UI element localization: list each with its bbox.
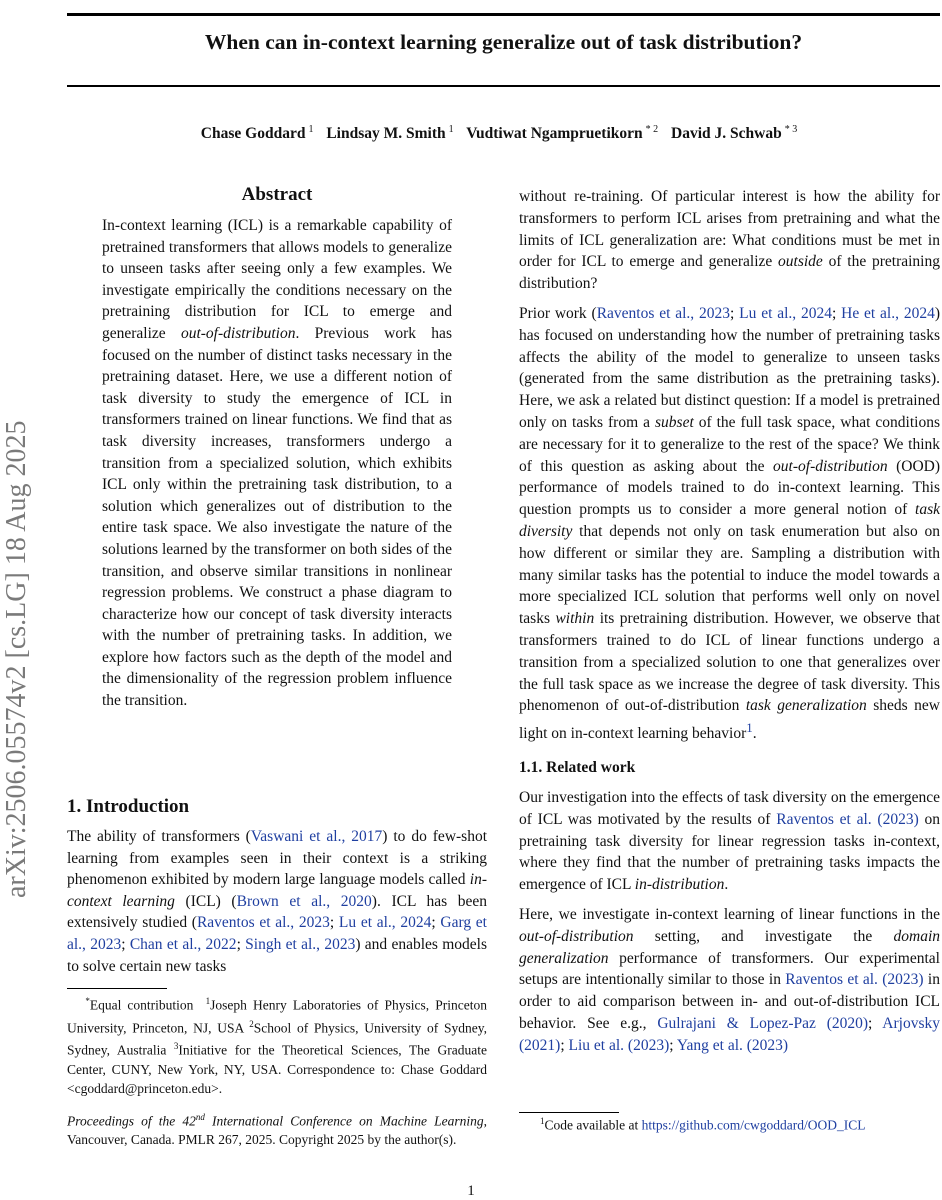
footnote-mark: 1 bbox=[540, 1116, 545, 1126]
paragraph bbox=[519, 904, 940, 1057]
citation-link[interactable]: Raventos et al. (2023) bbox=[785, 971, 924, 989]
text-run: without re-training. Of particular interest is how the ability for transformers to perform ICL arises from pretraining and what the limits of ICL generalization are: What conditions must be met in order for ICL to emerge and generalize bbox=[519, 188, 940, 271]
text-run: Prior work ( bbox=[519, 304, 597, 322]
right-column bbox=[519, 186, 940, 1065]
paragraph bbox=[519, 303, 940, 745]
footnote-rule-left bbox=[67, 988, 167, 989]
citation-link[interactable]: Brown et al., 2020 bbox=[236, 892, 372, 910]
text-run: ; bbox=[730, 304, 740, 322]
code-footnote bbox=[540, 1116, 865, 1134]
footnote-mark: 3 bbox=[173, 1041, 179, 1051]
author-name: Chase Goddard bbox=[200, 125, 306, 143]
citation-link[interactable]: Raventos et al., 2023 bbox=[596, 304, 730, 322]
author-list bbox=[67, 124, 940, 143]
citation-link[interactable]: Raventos et al., 2023 bbox=[196, 914, 330, 932]
citation-link[interactable]: Chan et al., 2022 bbox=[129, 935, 237, 953]
footnote-mark: * bbox=[85, 996, 90, 1006]
emphasis: in-context learning bbox=[67, 871, 487, 910]
abstract-text-part: In-context learning (ICL) is a remarkable capability of pretrained transformers that allows models to generalize to unseen tasks after seeing only a few examples. We investigate empirically the conditions necessary on the pretraining distribution for ICL to emerge and generalize bbox=[102, 217, 452, 342]
text-run: Here, we investigate in-context learning of linear functions in the bbox=[519, 906, 940, 924]
text-run: , Vancouver, Canada. PMLR 267, 2025. Copyright 2025 by the author(s). bbox=[67, 1113, 487, 1147]
author-affiliation: * 2 bbox=[645, 124, 659, 135]
emphasis: task diversity bbox=[519, 501, 940, 540]
arxiv-identifier: arXiv:2506.05574v2 [cs.LG] 18 Aug 2025 bbox=[1, 420, 32, 898]
title-rule-bottom bbox=[67, 85, 940, 87]
text-run: of the full task space, what conditions are necessary for it to generalize to the rest of the space? We think of this question as asking about the bbox=[519, 413, 940, 475]
text-run: ; bbox=[560, 1036, 569, 1054]
text-run: International Conference on Machine Learning bbox=[204, 1113, 484, 1128]
citation-link[interactable]: Arjovsky (2021) bbox=[519, 1015, 940, 1054]
author-affiliation: * 3 bbox=[784, 124, 798, 135]
footnotes-left bbox=[67, 992, 487, 1149]
citation-link[interactable]: Vaswani et al., 2017 bbox=[250, 828, 383, 845]
emphasis: out-of-distribution bbox=[773, 457, 888, 475]
citation-link[interactable]: Lu et al., 2024 bbox=[338, 914, 432, 932]
related-work-heading: 1.1. Related work bbox=[519, 759, 636, 777]
text-run: its pretraining distribution. However, we observe that transformers trained to do ICL of linear functions undergo a transition from a specialized solution to one that generalizes over the full task space as we increase the degree of task diversity. This phenomenon of out-of-distribution bbox=[519, 610, 941, 715]
text-run: Our investigation into the effects of task diversity on the emergence of ICL was motivated by the results of bbox=[519, 789, 940, 828]
citation-link[interactable]: Liu et al. (2023) bbox=[568, 1036, 670, 1054]
citation-link[interactable]: Singh et al., 2023 bbox=[245, 935, 356, 953]
emphasis: task generalization bbox=[745, 697, 867, 715]
abstract-section bbox=[102, 184, 452, 712]
text-run: that depends not only on task enumeration but also on how different or similar they are. Sampling a distribution with many similar tasks has the potential to induce the model towards a more specialized ICL solution that performs well only on novel tasks bbox=[519, 522, 940, 628]
paper-title: When can in-context learning generalize out of task distribution? bbox=[204, 30, 803, 54]
text-run: 42 bbox=[182, 1113, 196, 1128]
footnote-rule-right bbox=[519, 1112, 619, 1113]
paragraph bbox=[519, 186, 940, 295]
text-run: nd bbox=[195, 1111, 205, 1122]
emphasis: in-distribution bbox=[634, 876, 725, 894]
emphasis: out-of-distribution bbox=[519, 927, 634, 945]
text-run: ). ICL has been extensively studied ( bbox=[67, 892, 488, 932]
abstract-heading: Abstract bbox=[241, 184, 313, 205]
text-run: ; bbox=[236, 935, 246, 953]
emphasis: outside bbox=[778, 253, 823, 271]
citation-link[interactable]: Yang et al. (2023) bbox=[676, 1036, 789, 1054]
code-url-link[interactable]: https://github.com/cwgoddard/OOD_ICL bbox=[641, 1117, 866, 1133]
title-rule-top bbox=[67, 13, 940, 16]
text-run: . bbox=[752, 725, 757, 743]
text-run: ) to do few-shot learning from examples seen in their context is a striking phenomenon exhibited by modern large language models called bbox=[67, 828, 488, 889]
text-run: ; bbox=[669, 1036, 677, 1054]
citation-link[interactable]: Garg et al., 2023 bbox=[67, 914, 487, 953]
page-number: 1 bbox=[467, 1183, 475, 1199]
text-run: Equal contribution bbox=[89, 997, 200, 1013]
footnote-mark: 1 bbox=[205, 996, 211, 1006]
text-run: Code available at bbox=[544, 1117, 642, 1133]
footnote-mark: 2 bbox=[249, 1018, 254, 1029]
text-run: . bbox=[724, 876, 729, 894]
introduction-section bbox=[67, 796, 487, 977]
citation-link[interactable]: Gulrajani & Lopez-Paz (2020) bbox=[657, 1015, 869, 1033]
text-run: in order to aid comparison between in- and out-of-distribution ICL behavior. See e.g., bbox=[519, 971, 940, 1033]
text-run: ; bbox=[329, 914, 339, 932]
emphasis: within bbox=[555, 610, 595, 628]
footnote-link[interactable]: 1 bbox=[746, 720, 753, 736]
text-run: on pretraining task diversity for linear regression tasks in-context, where they find that the number of pretraining tasks impacts the emergence of ICL bbox=[519, 810, 941, 894]
citation-link[interactable]: Lu et al., 2024 bbox=[739, 304, 832, 322]
affiliation-footnote bbox=[67, 992, 487, 1098]
citation-link[interactable]: Raventos et al. (2023) bbox=[776, 810, 919, 828]
text-run: ; bbox=[431, 914, 441, 932]
abstract-text-part: . Previous work has focused on the number of distinct tasks necessary in the pretraining dataset. Here, we use a different notion of task diversity to study the emergence of ICL in transformers trained on linear functions. We find that as task diversity increases, transformers undergo a transition from a specialized solution, which exhibits ICL only within the pretraining task distribution, to a solution which generalizes out of distribution to the entire task space. We also investigate the nature of the solutions learned by the transformer on both sides of the transition, and observe similar transitions in nonlinear regression problems. We construct a phase diagram to characterize how our concept of task diversity interacts with the number of pretraining tasks. In addition, we explore how factors such as the depth of the model and the dimensionality of the regression problem influence the transition. bbox=[102, 324, 452, 710]
paragraph bbox=[519, 787, 940, 896]
text-run: ; bbox=[831, 304, 842, 322]
text-run: setting, and investigate the bbox=[633, 927, 894, 945]
text-run: The ability of transformers ( bbox=[67, 828, 251, 845]
abstract-emphasis: out-of-distribution bbox=[180, 324, 296, 342]
introduction-paragraph bbox=[67, 826, 487, 977]
author-affiliation: 1 bbox=[448, 124, 454, 135]
citation-link[interactable]: He et al., 2024 bbox=[841, 304, 935, 322]
text-run: ) and enables models to solve certain new tasks bbox=[67, 935, 488, 975]
author-name: Lindsay M. Smith bbox=[326, 125, 446, 143]
text-run: ; bbox=[121, 935, 130, 953]
introduction-heading: 1. Introduction bbox=[67, 796, 190, 817]
proceedings-note bbox=[67, 1108, 487, 1150]
text-run: Initiative for the Theoretical Sciences, The Graduate Center, CUNY, New York, NY, USA. Correspondence to: Chase Goddard <cgoddard@princeton.edu>. bbox=[67, 1042, 487, 1096]
emphasis: domain generalization bbox=[519, 927, 940, 967]
author-name: David J. Schwab bbox=[671, 125, 782, 143]
text-run: of the pretraining distribution? bbox=[519, 253, 940, 293]
abstract-text bbox=[102, 215, 452, 712]
text-run: (OOD) performance of models trained to do in-context learning. This question prompts us to consider a more general notion of bbox=[519, 457, 940, 519]
author-name: Vudtiwat Ngampruetikorn bbox=[466, 125, 643, 143]
text-run: School of Physics, University of Sydney, Sydney, Australia bbox=[67, 1020, 487, 1058]
text-run: Proceedings of the bbox=[67, 1113, 183, 1128]
text-run: performance of transformers. Our experimental setups are intentionally similar to those in bbox=[519, 949, 940, 989]
text-run: Joseph Henry Laboratories of Physics, Princeton University, Princeton, NJ, USA bbox=[67, 997, 488, 1035]
emphasis: subset bbox=[655, 413, 694, 431]
text-run: ) has focused on understanding how the number of pretraining tasks affects the ability of the model to generalize to unseen tasks (generated from the same distribution as the pretraining tasks). Here, we ask a related but distinct question: If a model is pretrained only on tasks from a bbox=[519, 304, 940, 431]
text-run: sheds new light on in-context learning behavior bbox=[519, 697, 940, 743]
text-run: ; bbox=[868, 1015, 883, 1033]
author-affiliation: 1 bbox=[308, 124, 314, 135]
text-run: (ICL) ( bbox=[174, 892, 237, 910]
